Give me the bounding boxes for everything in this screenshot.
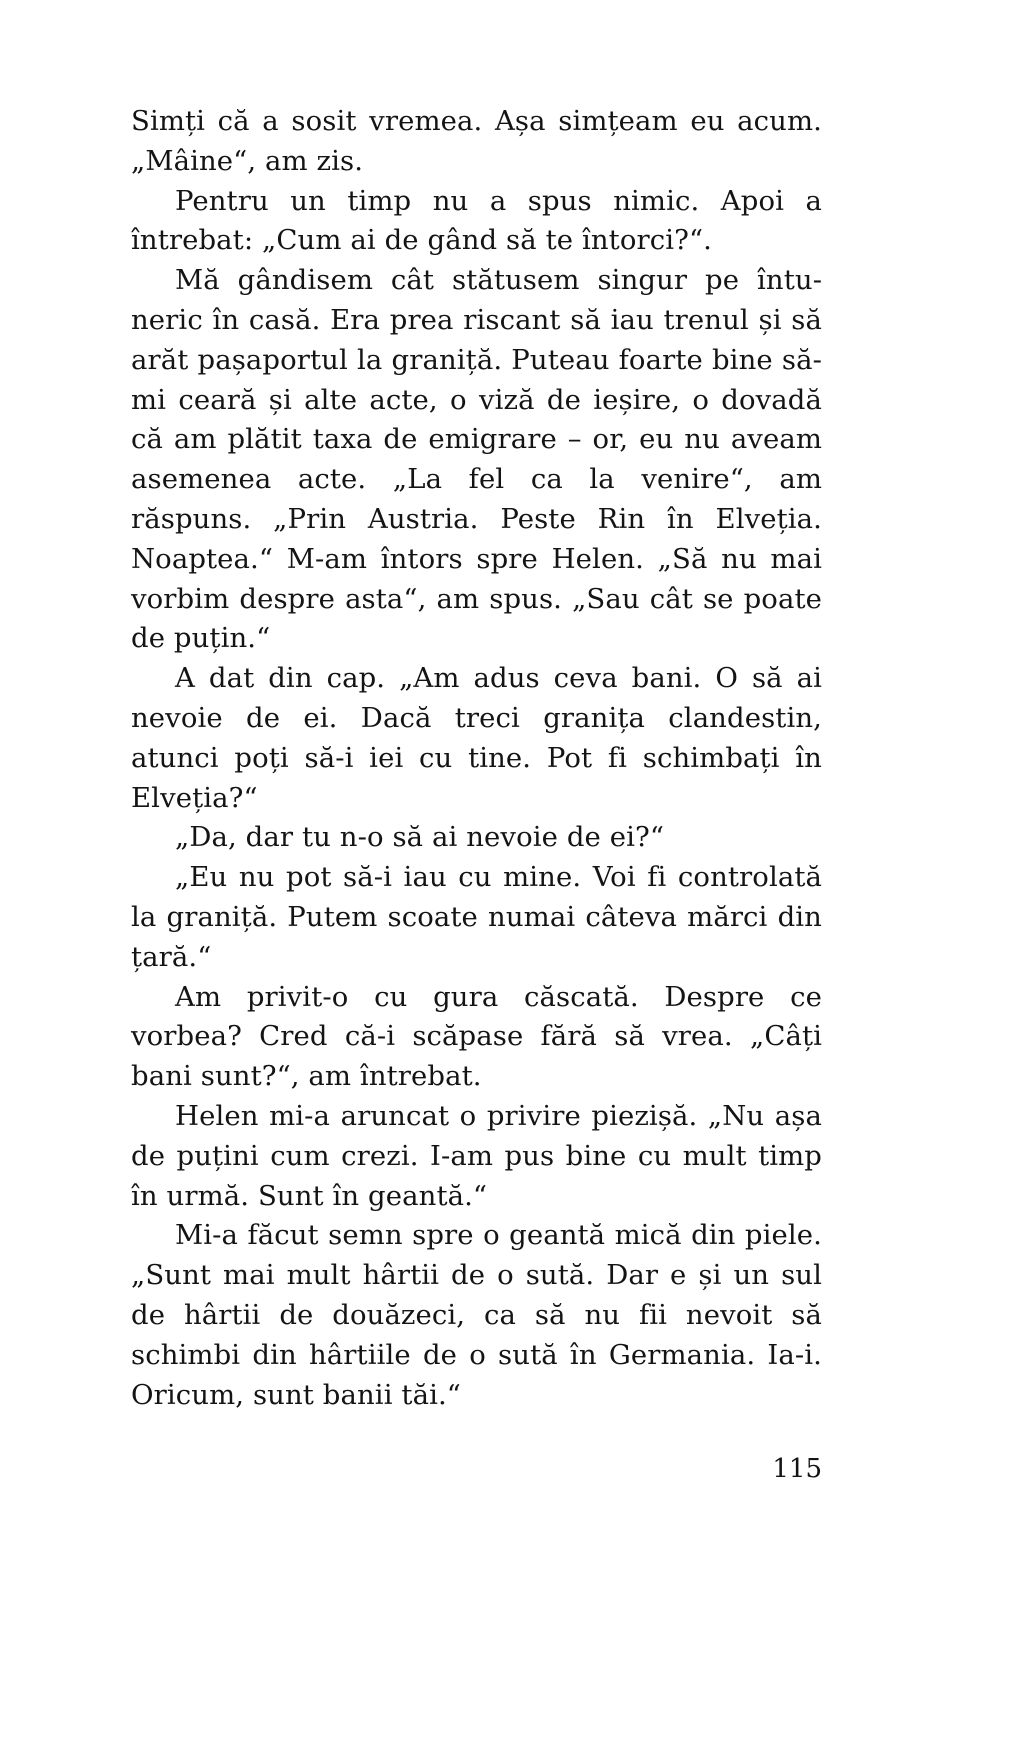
paragraph: Am privit-o cu gura căscată. Despre ce vorbea? Cred că-i scăpase fără să vrea. „Câți bani sunt?“, am întrebat.: [131, 980, 822, 1093]
paragraph: „Da, dar tu n-o să ai nevoie de ei?“: [175, 821, 665, 854]
page-number: 115: [772, 1454, 822, 1484]
paragraph: A dat din cap. „Am adus ceva bani. O să ai nevoie de ei. Dacă treci granița clandestin, atunci poți să-i iei cu tine. Pot fi schimbați în Elveția?“: [131, 662, 822, 814]
paragraph: Mi-a făcut semn spre o geantă mică din piele. „Sunt mai mult hârtii de o sută. Dar e și un sul de hârtii de douăzeci, ca să nu fii nevoit să schimbi din hârtiile de o sută în Germania. Ia-i. Oricum, sunt banii tăi.“: [131, 1219, 822, 1411]
paragraph: Pentru un timp nu a spus nimic. Apoi a întrebat: „Cum ai de gând să te întorci?“.: [131, 184, 822, 257]
paragraph: Mă gândisem cât stătusem singur pe întuneric în casă. Era prea riscant să iau trenul și să arăt pașaportul la graniță. Puteau foarte bine să-mi ceară și alte acte, o viză de ieșire, o dovadă că am plătit taxa de emigrare – or, eu nu aveam asemenea acte. „La fel ca la venire“, am răspuns. „Prin Austria. Peste Rin în Elveția. Noaptea.“ M-am întors spre Helen. „Să nu mai vorbim despre asta“, am spus. „Sau cât se poate de puțin.“: [131, 264, 822, 655]
paragraph: Helen mi-a aruncat o privire piezișă. „Nu așa de puțini cum crezi. I-am pus bine cu mult timp în urmă. Sunt în geantă.“: [131, 1099, 822, 1212]
paragraph: „Eu nu pot să-i iau cu mine. Voi fi controlată la graniță. Putem scoate numai câteva mărci din țară.“: [131, 861, 822, 973]
paragraph: Simți că a sosit vremea. Așa simțeam eu acum. „Mâine“, am zis.: [131, 105, 822, 177]
text-block: [131, 102, 822, 1415]
